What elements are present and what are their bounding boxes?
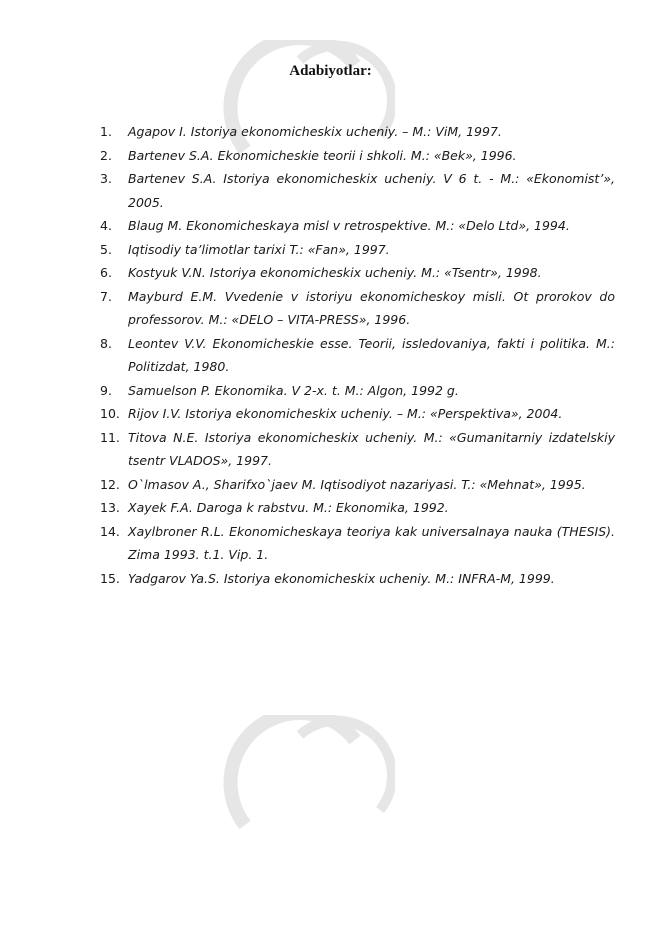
item-number: 2. [100,147,112,163]
item-number: 11. [100,429,120,445]
list-item [0,238,661,262]
item-number: 15. [100,570,120,586]
watermark-logo-bottom [205,715,395,835]
bibliography-list [0,120,661,590]
list-item [0,379,661,403]
item-number: 7. [100,288,112,304]
item-number: 10. [100,406,120,421]
item-text: Leontev V.V. Ekonomicheskie esse. Teorii, issledovaniya, fakti i politika. M.: Politizdat, 1980. [128,335,615,374]
item-text: Xayek F.A. Daroga k rabstvu. M.: Ekonomika, 1992. [128,500,449,515]
item-text: Rijov I.V. Istoriya ekonomicheskix ucheniy. – M.: «Perspektiva», 2004. [128,406,563,421]
list-item [0,214,661,238]
item-text: Kostyuk V.N. Istoriya ekonomicheskix ucheniy. M.: «Tsentr», 1998. [128,265,542,280]
item-text: Samuelson P. Ekonomika. V 2-x. t. M.: Algon, 1992 g. [128,382,459,398]
item-number: 5. [100,241,112,257]
item-number: 12. [100,476,120,492]
item-text: Xaylbroner R.L. Ekonomicheskaya teoriya kak universalnaya nauka (THESIS). Zima 1993. t.1. Vip. 1. [128,523,615,562]
item-text: Agapov I. Istoriya ekonomicheskix ucheniy. – M.: ViM, 1997. [128,124,502,139]
item-number: 1. [100,124,112,139]
item-number: 14. [100,523,120,539]
item-text: Titova N.E. Istoriya ekonomicheskix ucheniy. M.: «Gumanitarniy izdatelskiy tsentr VLADOS», 1997. [128,429,615,468]
list-item [0,402,661,426]
item-number: 4. [100,218,112,233]
item-text: Mayburd E.M. Vvedenie v istoriyu ekonomicheskoy misli. Ot prorokov do professorov. M.: «DELO – VITA-PRESS», 1996. [128,288,615,327]
item-number: 9. [100,382,112,398]
list-item [0,426,661,473]
list-item [0,285,661,332]
item-number: 8. [100,335,112,351]
list-item [0,567,661,591]
item-number: 13. [100,500,120,515]
list-item [0,473,661,497]
page-title: Adabiyotlar: [289,63,372,79]
item-text: Bartenev S.A. Istoriya ekonomicheskix ucheniy. V 6 t. - M.: «Ekonomist’», 2005. [128,171,615,210]
item-text: Iqtisodiy ta’limotlar tarixi T.: «Fan», 1997. [128,241,390,257]
item-text: O`lmasov A., Sharifxo`jaev M. Iqtisodiyot nazariyasi. T.: «Mehnat», 1995. [128,476,586,492]
list-item [0,332,661,379]
item-number: 6. [100,265,112,280]
list-item [0,496,661,520]
item-number: 3. [100,171,112,186]
list-item [0,144,661,168]
item-text: Yadgarov Ya.S. Istoriya ekonomicheskix ucheniy. M.: INFRA-M, 1999. [128,570,555,586]
item-text: Blaug M. Ekonomicheskaya misl v retrospektive. M.: «Delo Ltd», 1994. [128,218,570,233]
list-item [0,120,661,144]
item-text: Bartenev S.A. Ekonomicheskie teorii i shkoli. M.: «Bek», 1996. [128,147,517,163]
list-item [0,261,661,285]
list-item [0,520,661,567]
list-item [0,167,661,214]
